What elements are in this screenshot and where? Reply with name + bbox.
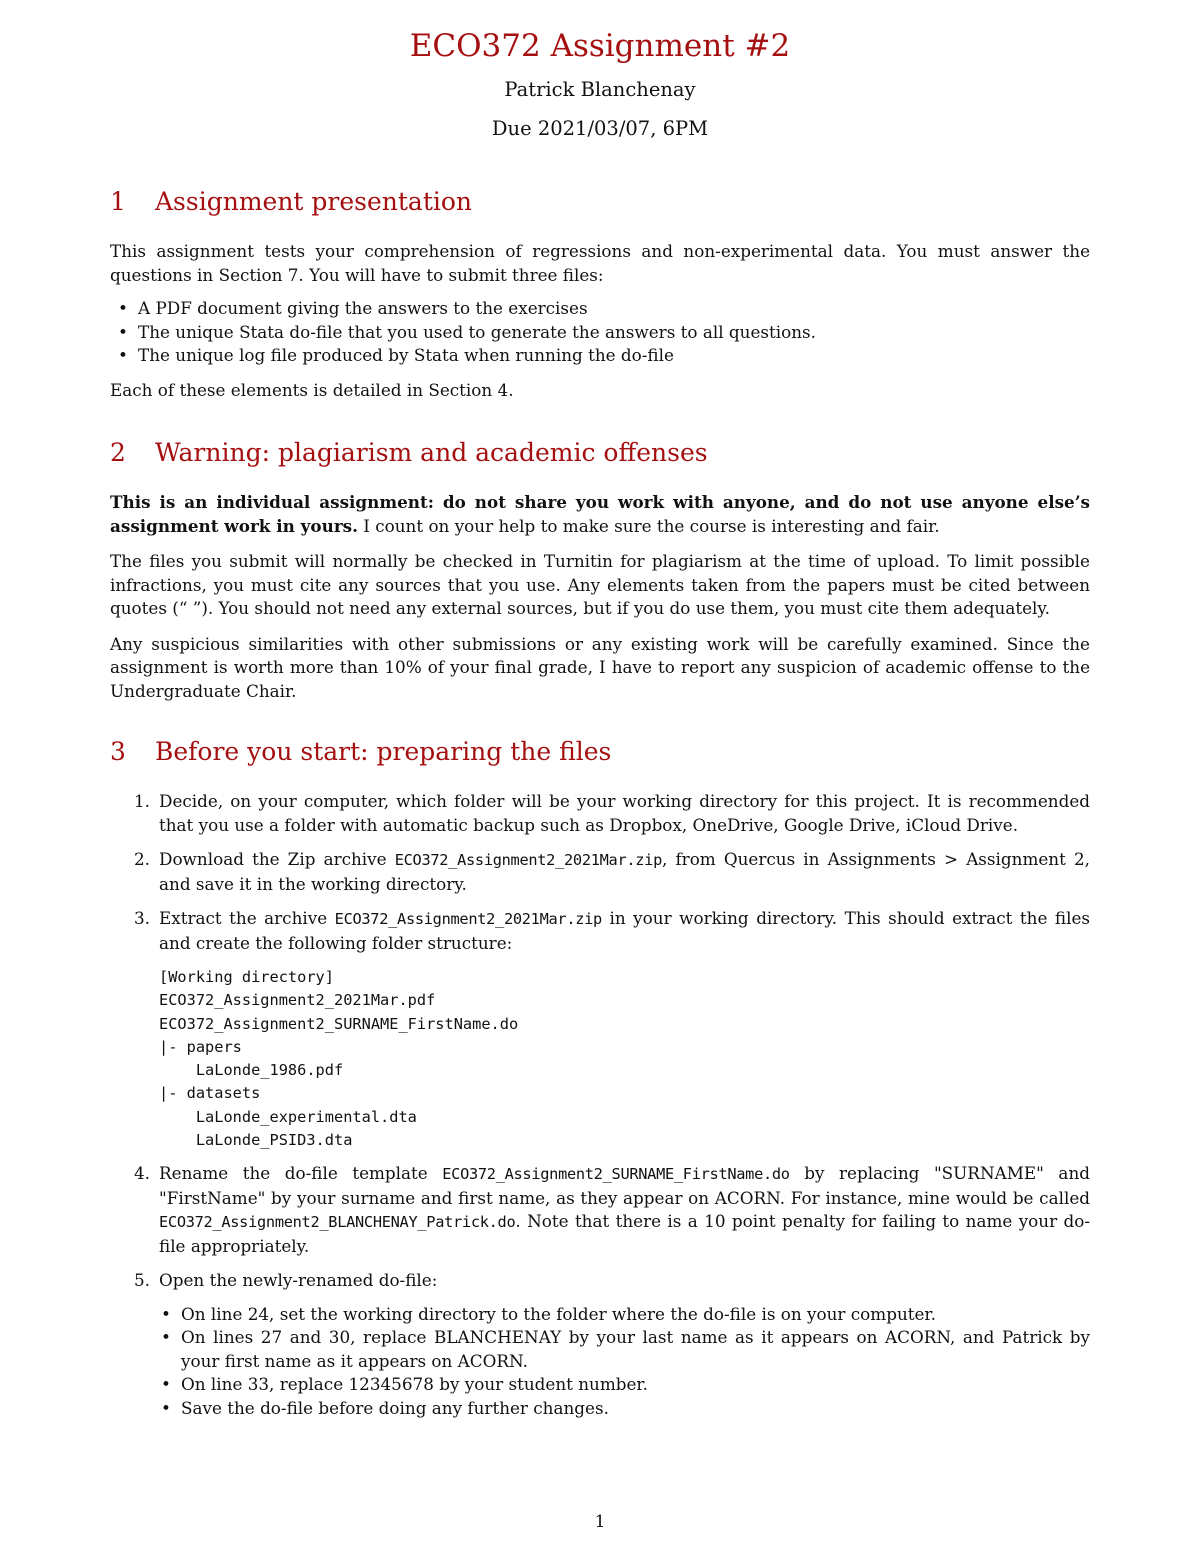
step-text: Rename the do-file template [159,1163,443,1184]
turnitin-paragraph: The files you submit will normally be checked in Turnitin for plagiarism at the time of upload. To limit possible infractions, you must cite any sources that you use. Any elements taken from the papers must be cited between quotes (“ ”). You should not need any external sources, but if you do use them, you must cite them adequately. [110,551,1090,618]
list-item: • On line 33, replace 12345678 by your student number. [181,1373,1090,1397]
section-1-outro: Each of these elements is detailed in Section 4. [110,379,514,400]
section-number: 2 [110,438,126,467]
section-3-heading [110,736,1090,768]
warning-paragraph [110,491,1090,538]
do-file-instructions [159,1303,1090,1421]
zip-filename: ECO372_Assignment2_2021Mar.zip [334,910,602,928]
list-item: • The unique log file produced by Stata when running the do-file [138,344,1090,368]
list-item: • On lines 27 and 30, replace BLANCHENAY by your last name as it appears on ACORN, and Patrick by your first name as it appears on ACORN. [181,1326,1090,1373]
step-4 [110,1162,1090,1258]
author-name: Patrick Blanchenay [504,78,696,101]
step-text: . Note that there is a 10 point penalty for failing to name your do-file appropriately. [159,1211,1090,1256]
similarity-paragraph: Any suspicious similarities with other submissions or any existing work will be carefully examined. Since the assignment is worth more than 10% of your final grade, I have to report any suspicion of academic offense to the Undergraduate Chair. [110,633,1090,701]
step-number: 4. [134,1163,151,1184]
step-1 [110,790,1090,837]
list-item: • A PDF document giving the answers to the exercises [138,297,1090,321]
template-filename: ECO372_Assignment2_SURNAME_FirstName.do [442,1165,790,1184]
warning-bold-text: This is an individual assignment: do not share you work with anyone, and do not use anyone else’s assignment work in yours. [110,492,1090,536]
due-date: Due 2021/03/07, 6PM [491,117,709,140]
step-number: 2. [134,849,151,869]
step-text: , from Quercus in Assignments > Assignment 2, and save it in the working directory. [159,849,1090,894]
step-2 [110,848,1090,896]
step-text: Extract the archive [159,908,335,928]
document-title: ECO372 Assignment #2 [409,28,791,64]
section-number: 3 [110,737,126,766]
section-number: 1 [110,187,126,216]
step-text: by replacing "SURNAME" and "FirstName" by your surname and first name, as they appear on ACORN. For instance, mine would be called [159,1163,1090,1208]
step-number: 1. [134,791,151,811]
folder-structure: [Working directory] ECO372_Assignment2_2021Mar.pdf ECO372_Assignment2_SURNAME_FirstName.do |- papers LaLonde_1986.pdf |- datasets LaLonde_experimental.dta LaLonde_PSID3.dta [159,968,519,1150]
steps-list [110,790,1090,1420]
example-filename: ECO372_Assignment2_BLANCHENAY_Patrick.do [159,1213,516,1232]
list-item: • The unique Stata do-file that you used to generate the answers to all questions. [138,321,1090,345]
page-number: 1 [594,1512,606,1532]
submission-list [110,297,1090,368]
section-1-intro: This assignment tests your comprehension of regressions and non-experimental data. You must answer the questions in Section 7. You will have to submit three files: [110,241,1090,285]
section-1-heading [110,186,1090,218]
section-title: Warning: plagiarism and academic offenses [155,438,708,467]
step-text: Decide, on your computer, which folder will be your working directory for this project. It is recommended that you use a folder with automatic backup such as Dropbox, OneDrive, Google Drive, iCloud Drive. [159,791,1090,835]
section-2-heading [110,437,1090,469]
section-title: Assignment presentation [155,187,473,216]
step-5 [110,1269,1090,1420]
step-text: Open the newly-renamed do-file: [159,1270,438,1291]
section-title: Before you start: preparing the files [155,737,612,766]
step-number: 3. [134,908,151,928]
section-1 [110,186,1090,402]
step-number: 5. [134,1270,151,1291]
section-2 [110,437,1090,703]
section-3 [110,736,1090,1420]
zip-filename: ECO372_Assignment2_2021Mar.zip [394,851,663,869]
warning-text: I count on your help to make sure the course is interesting and fair. [357,515,940,536]
step-text: in your working directory. This should extract the files and create the following folder structure: [159,908,1090,953]
step-3 [110,907,1090,1152]
list-item: • Save the do-file before doing any further changes. [181,1397,1090,1421]
step-text: Download the Zip archive [159,849,395,869]
list-item: • On line 24, set the working directory to the folder where the do-file is on your computer. [181,1303,1090,1327]
